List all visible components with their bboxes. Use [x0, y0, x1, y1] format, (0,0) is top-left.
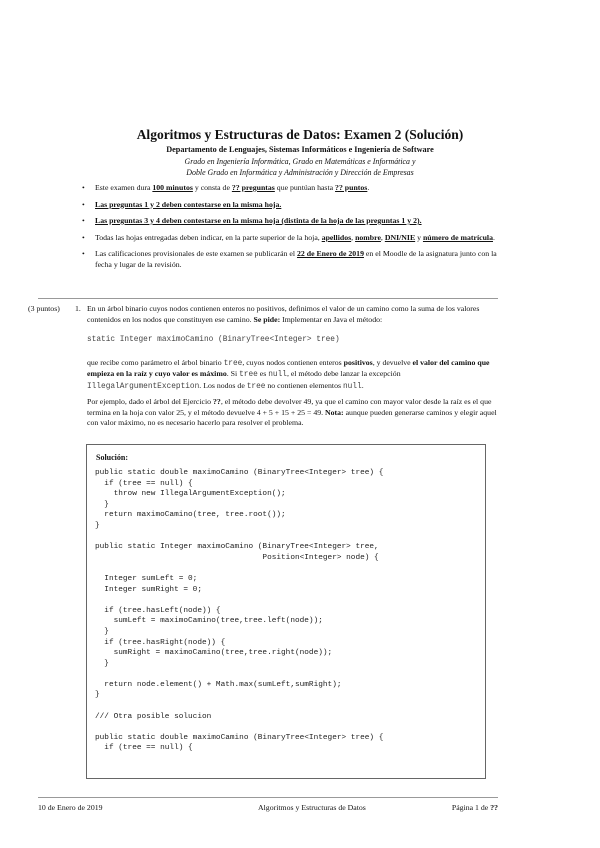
example-text: , el método debe devolver 49, ya que el camino con mayor valor desde la raíz es el que termina en la hoja con valor 25, y el método devuelve 4 + 5 + 15 + 25 = 49.: [87, 397, 492, 417]
question-number: 1.: [75, 304, 81, 313]
degree-line-2: Doble Grado en Informática y Administración y Dirección de Empresas: [186, 168, 414, 177]
instruction-text: y consta de: [192, 183, 232, 192]
bullet-icon: •: [82, 216, 85, 225]
bullet-icon: •: [82, 199, 85, 209]
separator: .: [492, 232, 495, 242]
bullet-icon: •: [82, 232, 85, 242]
description-text: es: [257, 369, 269, 378]
instruction-text: Este examen dura: [95, 183, 153, 192]
instruction-grades: [80, 249, 500, 270]
description-text: , cuyos nodos contienen enteros: [242, 357, 344, 367]
instruction-text: Las calificaciones provisionales de este examen se publicarán el: [95, 249, 297, 258]
page-label: Página 1 de: [451, 803, 491, 812]
description-text: .: [361, 380, 364, 390]
description-emphasis: el valor del camino que empieza en la raíz y cuyo valor es máximo: [87, 357, 490, 378]
code-token: tree: [246, 382, 266, 391]
field-nombre: nombre: [355, 232, 381, 242]
instructions-list: [80, 183, 500, 276]
description-text: . Los nodos de: [199, 380, 247, 390]
instruction-text: que puntúan hasta: [274, 183, 336, 192]
question-count: ?? preguntas: [231, 183, 275, 192]
solution-box: [86, 444, 486, 779]
separator: ,: [380, 232, 385, 242]
description-text: no contienen elementos: [265, 380, 343, 390]
exam-duration: 100 minutos: [152, 183, 193, 192]
description-text: , el método debe lanzar la excepción: [286, 369, 401, 378]
description-text: . Si: [226, 369, 240, 378]
department-name: Departamento de Lenguajes, Sistemas Informáticos e Ingeniería de Software: [166, 145, 434, 154]
solution-heading: Solución:: [96, 453, 129, 462]
instruction-text: Las preguntas 1 y 2 deben contestarse en la misma hoja.: [95, 199, 282, 209]
grades-date: 22 de Enero de 2019: [296, 249, 364, 258]
question-example: [87, 397, 502, 429]
statement-text: Implementar en Java el método:: [280, 314, 383, 324]
question-statement: [87, 304, 502, 325]
footer-divider: [38, 797, 498, 798]
field-dni: DNI/NIE: [384, 232, 416, 242]
statement-text: En un árbol binario cuyos nodos contienen enteros no positivos, definimos el valor de un camino como la suma de los valores contenidos en los nodos que constituyen ese camino.: [87, 304, 480, 324]
example-text: Por ejemplo, dado el árbol del Ejercicio: [87, 397, 214, 406]
note-label: Nota:: [325, 407, 344, 417]
exam-title: Algoritmos y Estructuras de Datos: Examen 2 (Solución): [136, 127, 464, 142]
instruction-text: en el Moodle de la asignatura junto con la fecha y lugar de la revisión.: [95, 249, 497, 269]
field-apellidos: apellidos: [321, 232, 352, 242]
instruction-sheets-3-4: [80, 216, 500, 227]
instruction-duration: [80, 183, 500, 194]
bullet-icon: •: [82, 249, 85, 258]
code-token: null: [268, 371, 287, 379]
field-matricula: número de matrícula: [422, 232, 493, 242]
instruction-text: Las preguntas 3 y 4 deben contestarse en la misma hoja (distinta de la hoja de las preguntas 1 y 2).: [95, 216, 422, 225]
total-points: ?? puntos: [335, 183, 368, 192]
code-token: tree: [239, 371, 258, 379]
footer-course: Algoritmos y Estructuras de Datos: [258, 803, 366, 812]
instruction-identification: [80, 233, 500, 244]
statement-emphasis: Se pide:: [253, 314, 281, 324]
instruction-text: .: [367, 183, 370, 192]
question-body: [87, 304, 502, 434]
method-signature: static Integer maximoCamino (BinaryTree<Integer> tree): [87, 336, 340, 344]
bullet-icon: •: [82, 183, 85, 192]
description-emphasis: positivos: [343, 357, 373, 367]
instruction-text: Todas las hojas entregadas deben indicar, en la parte superior de la hoja,: [95, 232, 322, 242]
question-description: [87, 358, 502, 393]
instruction-sheets-1-2: [80, 200, 500, 211]
footer-date: 10 de Enero de 2019: [38, 803, 103, 812]
degree-line-1: Grado en Ingeniería Informática, Grado en Matemáticas e Informática y: [184, 157, 416, 166]
code-token: null: [342, 382, 362, 391]
code-token: tree: [223, 359, 243, 368]
description-text: , y devuelve: [372, 357, 413, 367]
separator: ,: [351, 232, 356, 242]
code-token: IllegalArgumentException: [87, 382, 200, 391]
footer-page-number: [452, 803, 498, 812]
section-divider: [38, 298, 498, 299]
separator: y: [415, 232, 423, 242]
page-total: ??: [490, 803, 498, 812]
example-text: aunque pueden generarse caminos y elegir aquel con valor máximo, no es necesario hacerlo para resolver el problema.: [87, 407, 497, 427]
exercise-reference: ??: [213, 397, 221, 406]
solution-code: public static double maximoCamino (BinaryTree<Integer> tree) { if (tree == null) { throw new IllegalArgumentException(); } return maximoCamino(tree, tree.root()); } public static Integer maximoCamino (BinaryTree<Integer> tree, Position<Integer> node) { Integer sumLeft = 0; Integer sumRight = 0; if (tree.hasLeft(node)) { sumLeft = maximoCamino(tree,tree.left(node)); } if (tree.hasRight(node)) { sumRight = maximoCamino(tree,tree.right(node)); } return node.element() + Math.max(sumLeft,sumRight); } /// Otra posible solucion public static double maximoCamino (BinaryTree<Integer> tree) { if (tree == null) {: [95, 469, 384, 753]
question-points: (3 puntos): [28, 304, 60, 313]
description-text: que recibe como parámetro el árbol binario: [87, 357, 224, 367]
